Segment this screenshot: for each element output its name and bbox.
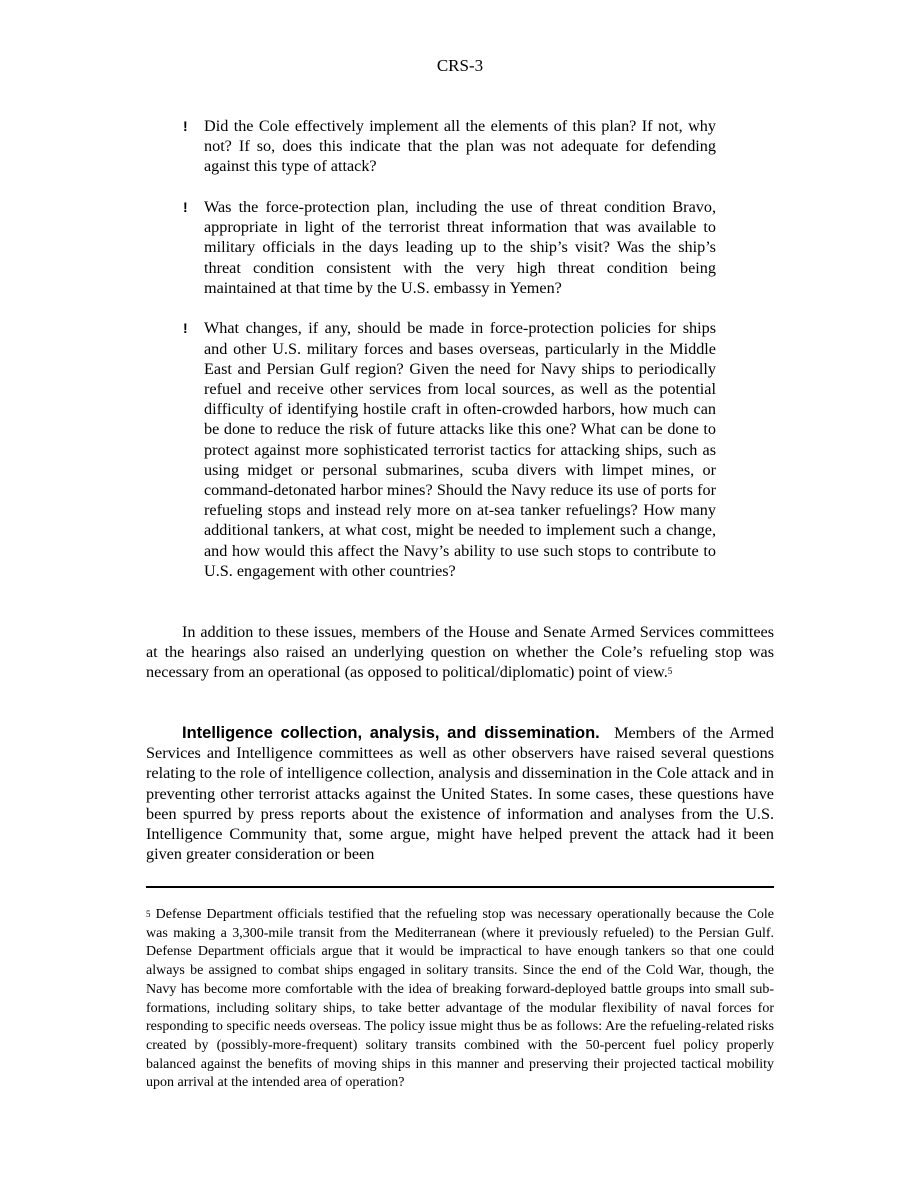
footnote-text: Defense Department officials testified that the refueling stop was necessary operationally because the Cole was making a 3,300-mile transit from the Mediterranean (where it previously refueled) to the Persian Gulf. Defense Department officials argue that it would be impractical to have enough tankers so that one could always be assigned to combat ships engaged in solitary transits. Since the end of the Cold War, though, the Navy has become more comfortable with the idea of breaking forward-deployed battle groups into small sub-formations, including solitary ships, to take better advantage of the modular flexibility of naval forces for responding to specific needs overseas. The policy issue might thus be as follows: Are the refueling-related risks created by (possibly-more-frequent) solitary transits combined with the 50-percent fuel policy properly balanced against the benefits of moving ships in this manner and preserving their projected tactical mobility upon arrival at the intended area of operation? — [146, 907, 774, 1091]
paragraph-text: In addition to these issues, members of the House and Senate Armed Services committees at the hearings also raised an underlying question on whether the Cole’s refueling stop was necessary from an operational (as opposed to political/diplomatic) point of view. — [146, 623, 774, 682]
footnote-5 — [146, 906, 774, 1093]
paragraph-intelligence — [146, 723, 774, 864]
bullet-marker: ! — [183, 118, 188, 134]
footnote-reference: 5 — [667, 666, 673, 677]
paragraph-text: Members of the Armed Services and Intelligence committees as well as other observers have raised several questions relating to the role of intelligence collection, analysis and dissemination in the Cole attack and in preventing other terrorist attacks against the United States. In some cases, these questions have been spurred by press reports about the existence of information and analyses from the U.S. Intelligence Community that, some argue, might have helped prevent the attack had it been given greater consideration or been — [146, 724, 774, 864]
section-heading: Intelligence collection, analysis, and dissemination. — [182, 724, 600, 742]
bullet-marker: ! — [183, 199, 188, 215]
page-number-header: CRS-3 — [436, 56, 484, 75]
bullet-item-3 — [183, 318, 716, 581]
paragraph-operational-question — [146, 622, 774, 683]
bullet-marker: ! — [183, 320, 188, 337]
question-bullet-list — [183, 116, 716, 581]
bullet-item-2 — [183, 197, 716, 298]
bullet-text: Was the force-protection plan, including the use of threat condition Bravo, appropriate in light of the terrorist threat information that was available to military officials in the days leading up to the ship’s visit? Was the ship’s threat condition consistent with the very high threat condition being maintained at that time by the U.S. embassy in Yemen? — [204, 198, 716, 297]
bullet-item-1 — [183, 116, 716, 177]
bullet-text: What changes, if any, should be made in force-protection policies for ships and other U.S. military forces and bases overseas, particularly in the Middle East and Persian Gulf region? Given the need for Navy ships to periodically refuel and receive other services from local sources, as well as the potential difficulty of identifying hostile craft in often-crowded harbors, how much can be done to reduce the risk of future attacks like this one? What can be done to protect against more sophisticated terrorist tactics for attacking ships, such as using midget or personal submarines, scuba divers with limpet mines, or command-detonated harbor mines? Should the Navy reduce its use of ports for refueling stops and instead rely more on at-sea tanker refuelings? How many additional tankers, at what cost, might be needed to implement such a change, and how would this affect the Navy’s ability to use such stops to contribute to U.S. engagement with other countries? — [204, 319, 716, 580]
footnote-separator — [146, 886, 774, 888]
footnote-number: 5 — [146, 909, 151, 919]
bullet-text: Did the Cole effectively implement all the elements of this plan? If not, why not? If so, does this indicate that the plan was not adequate for defending against this type of attack? — [204, 117, 716, 176]
